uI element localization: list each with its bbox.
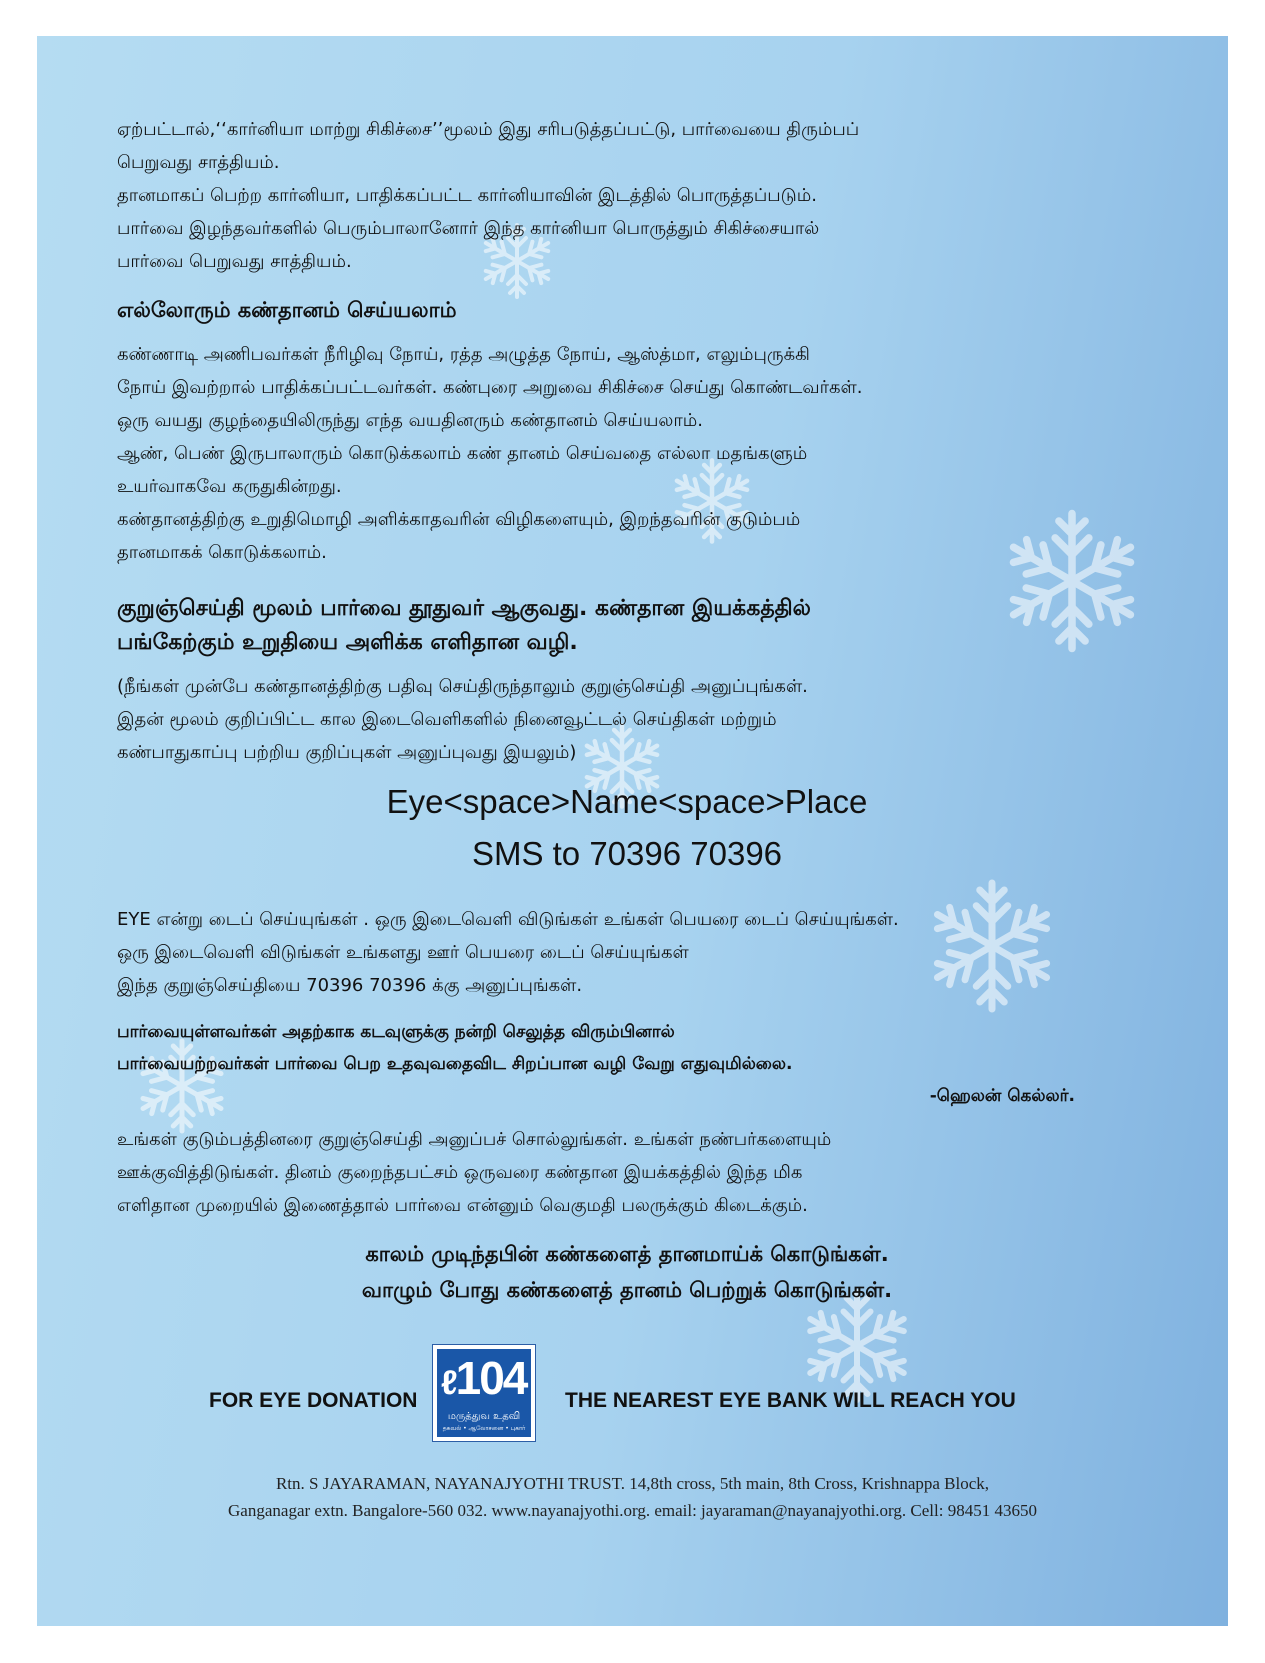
- text-line: தானமாகக் கொடுக்கலாம்.: [117, 542, 327, 563]
- logo-subtitle: மருத்துவ உதவி: [447, 1411, 521, 1422]
- contact-line: Rtn. S JAYARAMAN, NAYANAJYOTHI TRUST. 14,8th cross, 5th main, 8th Cross, Krishnappa Block,: [275, 1474, 990, 1493]
- sms-heading: [117, 592, 1137, 660]
- text-line: ஊக்குவித்திடுங்கள். தினம் குறைந்தபட்சம் ஒருவரை கண்தான இயக்கத்தில் இந்த மிக: [117, 1162, 803, 1183]
- heading-line: குறுஞ்செய்தி மூலம் பார்வை தூதுவர் ஆகுவது. கண்தான இயக்கத்தில்: [117, 596, 811, 621]
- quote: [117, 1016, 1137, 1080]
- heading-line: பங்கேற்கும் உறுதியை அளிக்க எளிதான வழி.: [117, 630, 578, 655]
- quote-attribution: -ஹெலன் கெல்லர்.: [929, 1086, 1075, 1106]
- text-line: இந்த குறுஞ்செய்தியை 70396 70396 க்கு அனுப்புங்கள்.: [117, 975, 583, 996]
- slogan-line: வாழும் போது கண்களைத் தானம் பெற்றுக் கொடுங்கள்.: [361, 1278, 893, 1302]
- footer-left-text: FOR EYE DONATION: [209, 1389, 418, 1412]
- slogan: [77, 1236, 1177, 1308]
- section-heading: எல்லோரும் கண்தானம் செய்யலாம்: [117, 298, 457, 322]
- footer-right-text: THE NEAREST EYE BANK WILL REACH YOU: [565, 1389, 1016, 1412]
- reminder-paragraph: [117, 670, 1137, 769]
- text-line: எளிதான முறையில் இணைத்தால் பார்வை என்னும் வெகுமதி பலருக்கும் கிடைக்கும்.: [117, 1195, 808, 1216]
- text-line: நோய் இவற்றால் பாதிக்கப்பட்டவர்கள். கண்புரை அறுவை சிகிச்சை செய்து கொண்டவர்கள்.: [117, 377, 863, 398]
- intro-paragraph: [117, 113, 1137, 278]
- text-line: ஏற்பட்டால்,‘‘கார்னியா மாற்று சிகிச்சை’’மூலம் இது சரிபடுத்தப்பட்டு, பார்வையை திரும்பப்: [117, 119, 860, 140]
- text-line: இதன் மூலம் குறிப்பிட்ட கால இடைவெளிகளில் நினைவூட்டல் செய்திகள் மற்றும்: [117, 709, 777, 730]
- slogan-line: காலம் முடிந்தபின் கண்களைத் தானமாய்க் கொடுங்கள்.: [365, 1242, 889, 1266]
- text-line: EYE என்று டைப் செய்யுங்கள் . ஒரு இடைவெளி விடுங்கள் உங்கள் பெயரை டைப் செய்யுங்கள்.: [117, 909, 899, 930]
- helpline-104-logo: [432, 1344, 536, 1442]
- sms-instruction: [77, 776, 1177, 880]
- text-line: ஒரு இடைவெளி விடுங்கள் உங்களது ஊர் பெயரை டைப் செய்யுங்கள்: [117, 942, 689, 963]
- logo-badge: [437, 1349, 531, 1437]
- share-paragraph: [117, 1123, 1137, 1222]
- text-line: பார்வை பெறுவது சாத்தியம்.: [117, 251, 352, 272]
- quote-line: பார்வையுள்ளவர்கள் அதற்காக கடவுளுக்கு நன்றி செலுத்த விரும்பினால்: [117, 1022, 675, 1042]
- poster-panel: [37, 36, 1228, 1626]
- text-line: தானமாகப் பெற்ற கார்னியா, பாதிக்கப்பட்ட கார்னியாவின் இடத்தில் பொருத்தப்படும்.: [117, 185, 817, 206]
- text-line: ஒரு வயது குழந்தையிலிருந்து எந்த வயதினரும் கண்தானம் செய்யலாம்.: [117, 410, 703, 431]
- text-line: ஆண், பெண் இருபாலாரும் கொடுக்கலாம் கண் தானம் செய்வதை எல்லா மதங்களும்: [117, 443, 808, 464]
- text-line: பெறுவது சாத்தியம்.: [117, 152, 280, 173]
- eligibility-paragraph: [117, 338, 1137, 569]
- logo-tagline: தகவல் • ஆலோசனை • புகார்: [442, 1425, 526, 1432]
- sms-format: Eye<space>Name<space>Place: [386, 783, 868, 820]
- text-line: பார்வை இழந்தவர்களில் பெரும்பாலானோர் இந்த கார்னியா பொருத்தும் சிகிச்சையால்: [117, 218, 820, 239]
- sms-number: SMS to 70396 70396: [471, 835, 783, 872]
- contact-info: [37, 1470, 1228, 1524]
- text-line: உங்கள் குடும்பத்தினரை குறுஞ்செய்தி அனுப்பச் சொல்லுங்கள். உங்கள் நண்பர்களையும்: [117, 1129, 832, 1150]
- text-line: உயர்வாகவே கருதுகின்றது.: [117, 476, 342, 497]
- typing-instructions: [117, 903, 1137, 1002]
- text-line: கண்ணாடி அணிபவர்கள் நீரிழிவு நோய், ரத்த அழுத்த நோய், ஆஸ்த்மா, எலும்புருக்கி: [117, 344, 810, 365]
- text-line: கண்தானத்திற்கு உறுதிமொழி அளிக்காதவரின் விழிகளையும், இறந்தவரின் குடும்பம்: [117, 509, 801, 530]
- text-line: கண்பாதுகாப்பு பற்றிய குறிப்புகள் அனுப்புவது இயலும்): [117, 742, 577, 763]
- quote-line: பார்வையற்றவர்கள் பார்வை பெற உதவுவதைவிட சிறப்பான வழி வேறு எதுவுமில்லை.: [117, 1054, 793, 1074]
- contact-line: Ganganagar extn. Bangalore-560 032. www.nayanajyothi.org. email: jayaraman@nayanajyothi.org. Cell: 98451 43650: [228, 1501, 1037, 1520]
- logo-number: ℓ104: [441, 1352, 527, 1404]
- text-line: (நீங்கள் முன்பே கண்தானத்திற்கு பதிவு செய்திருந்தாலும் குறுஞ்செய்தி அனுப்புங்கள்.: [117, 676, 808, 697]
